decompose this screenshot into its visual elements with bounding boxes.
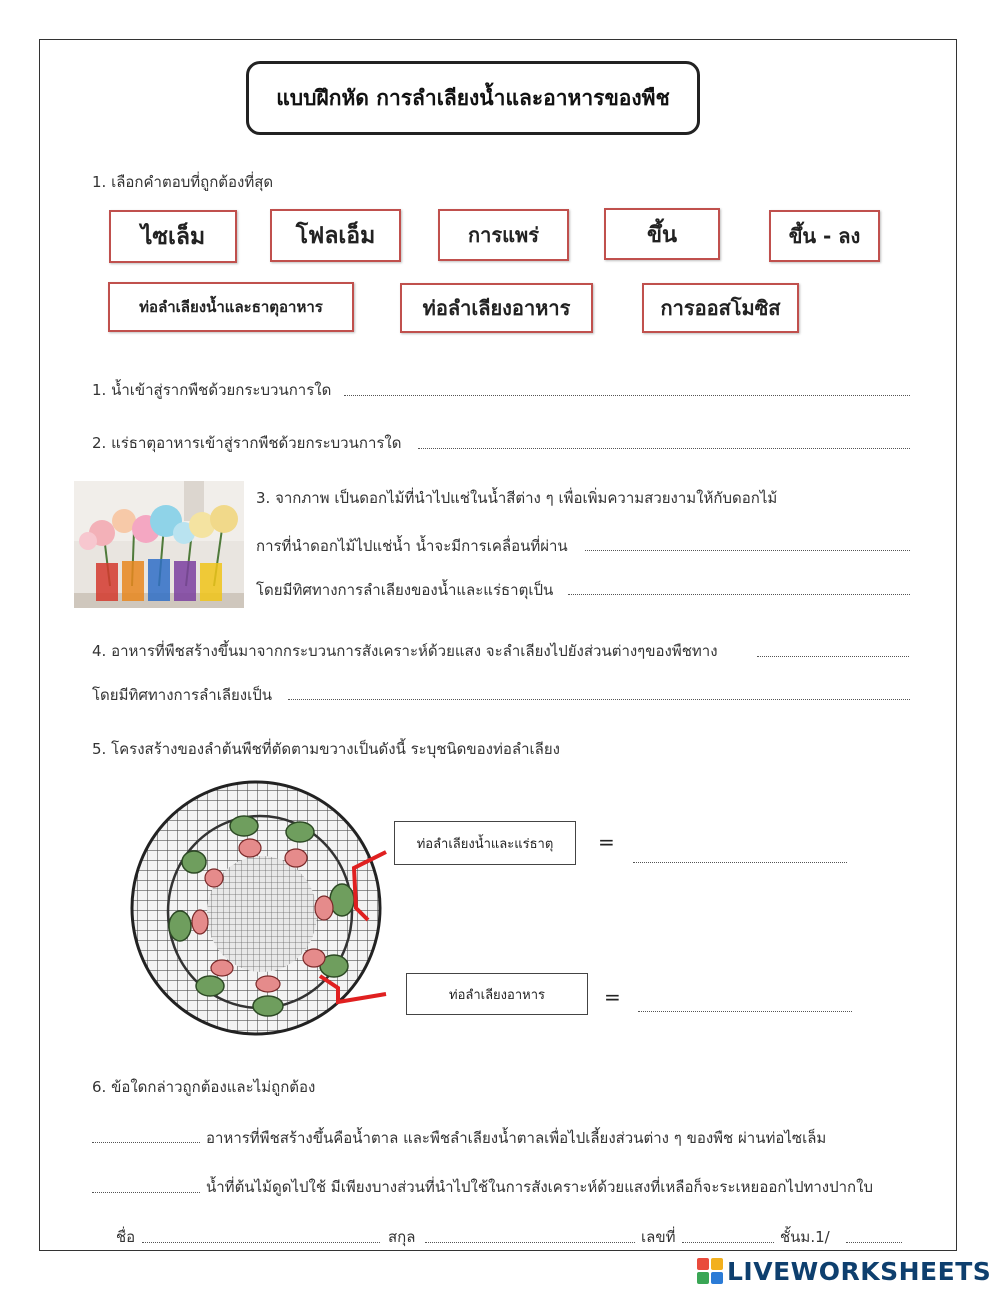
answer-blank-q3-vessel[interactable] (585, 548, 910, 551)
number-field[interactable] (682, 1240, 774, 1243)
option-phloem[interactable]: โฟลเอ็ม (270, 209, 401, 262)
liveworksheets-brand-text: LIVEWORKSHEETS (727, 1256, 992, 1286)
question-3-line-2: การที่นำดอกไม้ไปแช่น้ำ น้ำจะมีการเคลื่อนที่ผ่าน (256, 537, 568, 555)
option-diffusion[interactable]: การแพร่ (438, 209, 569, 261)
question-6-statement-a: อาหารที่พืชสร้างขึ้นคือน้ำตาล และพืชลำเลียงน้ำตาลเพื่อไปเลี้ยงส่วนต่าง ๆ ของพืช ผ่านท่อไซเล็ม (206, 1129, 827, 1147)
answer-blank-q5-water[interactable] (633, 860, 847, 863)
equals-sign-2: = (604, 985, 621, 1009)
question-4-line-2: โดยมีทิศทางการลำเลียงเป็น (92, 686, 273, 704)
number-label: เลขที่ (641, 1228, 676, 1246)
colored-flowers-photo (74, 481, 244, 608)
question-6-statement-b: น้ำที่ต้นไม้ดูดไปใช้ มีเพียงบางส่วนที่นำไปใช้ในการสังเคราะห์ด้วยแสงที่เหลือก็จะระเหยออกไปทางปากใบ (206, 1178, 873, 1196)
answer-blank-q3-direction[interactable] (568, 592, 910, 595)
equals-sign-1: = (598, 830, 615, 854)
label-food-vessel: ท่อลำเลียงอาหาร (406, 973, 588, 1015)
name-field[interactable] (142, 1240, 380, 1243)
option-water-mineral-vessel[interactable]: ท่อลำเลียงน้ำและธาตุอาหาร (108, 282, 354, 332)
answer-blank-q4-direction[interactable] (288, 697, 910, 700)
stem-cross-section-diagram (128, 780, 388, 1042)
liveworksheets-logo (697, 1255, 991, 1287)
class-label: ชั้นม.1/ (780, 1228, 830, 1246)
section-1-instruction: 1. เลือกคำตอบที่ถูกต้องที่สุด (92, 173, 274, 191)
option-up[interactable]: ขึ้น (604, 208, 720, 260)
question-1: 1. น้ำเข้าสู่รากพืชด้วยกระบวนการใด (92, 381, 332, 399)
question-3-line-1: 3. จากภาพ เป็นดอกไม้ที่นำไปแช่ในน้ำสีต่าง ๆ เพื่อเพิ่มความสวยงามให้กับดอกไม้ (256, 489, 778, 507)
label-water-mineral-vessel: ท่อลำเลียงน้ำและแร่ธาตุ (394, 821, 576, 865)
class-field[interactable] (846, 1240, 902, 1243)
answer-blank-q6-a[interactable] (92, 1140, 200, 1143)
option-food-vessel[interactable]: ท่อลำเลียงอาหาร (400, 283, 593, 333)
question-3-line-3: โดยมีทิศทางการลำเลียงของน้ำและแร่ธาตุเป็น (256, 581, 554, 599)
option-up-down[interactable]: ขึ้น - ลง (769, 210, 880, 262)
question-6: 6. ข้อใดกล่าวถูกต้องและไม่ถูกต้อง (92, 1078, 316, 1096)
answer-blank-q6-b[interactable] (92, 1190, 200, 1193)
name-label: ชื่อ (116, 1228, 136, 1246)
answer-blank-q4-vessel[interactable] (757, 654, 909, 657)
page-title: แบบฝึกหัด การลำเลียงน้ำและอาหารของพืช (246, 61, 700, 135)
question-4-line-1: 4. อาหารที่พืชสร้างขึ้นมาจากกระบวนการสังเคราะห์ด้วยแสง จะลำเลียงไปยังส่วนต่างๆของพืชทาง (92, 642, 718, 660)
option-xylem[interactable]: ไซเล็ม (109, 210, 237, 263)
option-osmosis[interactable]: การออสโมซิส (642, 283, 799, 333)
answer-blank-q1[interactable] (344, 393, 910, 396)
answer-blank-q2[interactable] (418, 446, 910, 449)
question-2: 2. แร่ธาตุอาหารเข้าสู่รากพืชด้วยกระบวนการใด (92, 434, 402, 452)
answer-blank-q5-food[interactable] (638, 1009, 852, 1012)
surname-label: สกุล (388, 1228, 416, 1246)
surname-field[interactable] (425, 1240, 635, 1243)
question-5: 5. โครงสร้างของลำต้นพืชที่ตัดตามขวางเป็นดังนี้ ระบุชนิดของท่อลำเลียง (92, 740, 560, 758)
liveworksheets-logo-icon (697, 1258, 723, 1284)
